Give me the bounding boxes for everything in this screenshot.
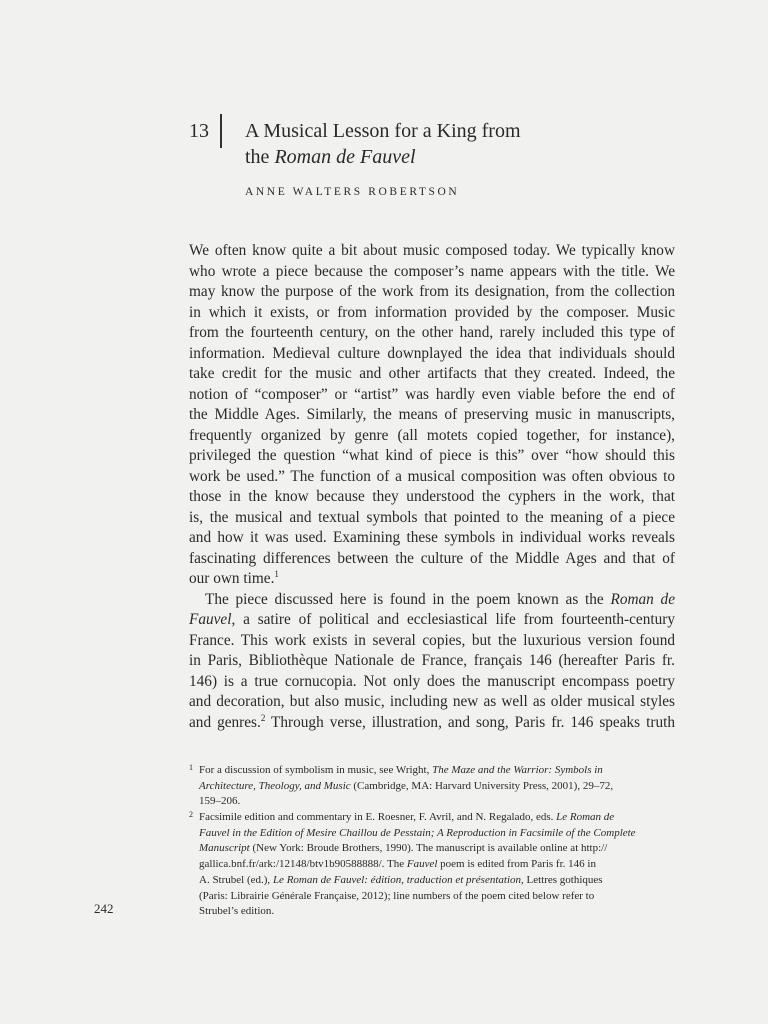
body-line: fascinating differences between the culture of the Middle Ages and that of	[189, 549, 675, 567]
footnote-text: A. Strubel (ed.),	[199, 873, 273, 886]
footnote-text: , Lettres gothiques	[521, 873, 603, 886]
footnotes	[189, 763, 675, 920]
chapter-number: 13	[189, 120, 209, 142]
body-line: notion of “composer” or “artist” was hardly even viable before the end of	[189, 385, 675, 403]
footnote-italic: Fauvel	[406, 858, 438, 871]
footnote-text: poem is edited from Paris fr. 146 in	[437, 858, 596, 871]
body-text-italic: Fauvel	[189, 611, 232, 628]
body-line: France. This work exists in several copies, but the luxurious version found	[189, 631, 675, 649]
footnote-link-text[interactable]: gallica.bnf.fr/ark:/12148/btv1b90588888/. The	[199, 858, 407, 871]
body-text-run: our own time.	[189, 570, 275, 587]
body-line: may know the purpose of the work from its designation, from the collection	[189, 283, 675, 300]
body-line: who wrote a piece because the composer’s name appears with the title. We	[189, 262, 675, 280]
chapter-divider	[220, 114, 222, 148]
footnote-ref-2[interactable]: 2	[260, 712, 266, 723]
author-name: ANNE WALTERS ROBERTSON	[245, 186, 460, 198]
footnote-ref-1[interactable]: 1	[274, 569, 279, 579]
footnote-line: (Paris: Librairie Générale Française, 2012); line numbers of the poem cited below refer to	[199, 889, 595, 902]
body-line: from the fourteenth century, on the other hand, rarely included this type of	[189, 324, 675, 341]
body-line: privileged the question “what kind of piece is this” over “how should this	[189, 447, 675, 464]
body-text-italic: Roman de	[610, 590, 675, 608]
footnote-line	[189, 841, 675, 857]
footnote-line	[189, 873, 675, 889]
body-line: and decoration, but also music, including new as well as older musical styles	[189, 693, 675, 710]
footnote-line	[189, 779, 675, 795]
footnote-italic: Fauvel in the Edition of Mesire Chaillou de Pesstain; A Reproduction in Facsimile of the Complete	[199, 826, 636, 839]
chapter-title-line-2	[245, 144, 521, 170]
body-line: frequently organized by genre (all motets copied together, for instance),	[189, 426, 675, 444]
body-line: take credit for the music and other artifacts that they created. Indeed, the	[189, 365, 675, 382]
body-text	[189, 241, 675, 733]
footnote-italic: Le Roman de	[556, 811, 615, 824]
chapter-title-italic: Roman de Fauvel	[274, 146, 416, 168]
body-line: work be used.” The function of a musical composition was often obvious to	[189, 467, 675, 485]
body-line: those in the know because they understood the cyphers in the work, that	[189, 488, 675, 505]
body-line: in Paris, Bibliothèque Nationale de France, français 146 (hereafter Paris fr.	[189, 652, 675, 669]
footnote-italic: Le Roman de Fauvel: édition, traduction et présentation	[272, 873, 522, 886]
body-text-run: The piece discussed here is found in the poem known as the	[205, 590, 611, 608]
body-line: the Middle Ages. Similarly, the means of preserving music in manuscripts,	[189, 406, 675, 423]
chapter-title	[245, 118, 521, 170]
body-line	[189, 590, 675, 611]
body-line: information. Medieval culture downplayed the idea that individuals should	[189, 344, 675, 362]
footnote-line	[189, 826, 675, 842]
body-line	[189, 713, 675, 734]
footnote-text: (Cambridge, MA: Harvard University Press, 2001), 29–72,	[350, 779, 614, 792]
footnote-2: 2 Facsimile edition and commentary in E. Roesner, F. Avril, and N. Regalado, eds. Le Roman de	[189, 810, 615, 824]
body-line: and how it was used. Examining these symbols in individual works reveals	[189, 529, 675, 546]
footnote-italic: Manuscript	[199, 842, 250, 855]
footnote-italic: Architecture, Theology, and Music	[199, 779, 351, 792]
body-text-run: , a satire of political and ecclesiastical life from fourteenth-century	[231, 611, 675, 628]
footnote-line	[189, 857, 675, 873]
body-text-run: Through verse, illustration, and song, Paris fr. 146 speaks truth	[265, 713, 675, 731]
footnote-text: For a discussion of symbolism in music, see Wright,	[199, 764, 433, 776]
footnote-1: 1 For a discussion of symbolism in music, see Wright, The Maze and the Warrior: Symbols in	[189, 763, 603, 776]
chapter-title-prefix: the	[245, 146, 275, 168]
chapter-heading	[189, 114, 609, 174]
body-line	[189, 610, 675, 631]
body-line	[189, 569, 675, 590]
page-number: 242	[94, 901, 114, 916]
body-line: 146) is a true cornucopia. Not only does the manuscript encompass poetry	[189, 672, 675, 690]
footnote-line: 159–206.	[199, 795, 241, 808]
body-line: is, the musical and textual symbols that pointed to the meaning of a piece	[189, 508, 675, 526]
body-line: in which it exists, or from information provided by the composer. Music	[189, 303, 675, 321]
footnote-italic: The Maze and the Warrior: Symbols in	[432, 764, 603, 776]
body-line: We often know quite a bit about music composed today. We typically know	[189, 242, 675, 259]
footnote-text: (New York: Broude Brothers, 1990). The manuscript is available online at http://	[249, 842, 608, 855]
chapter-title-line-1: A Musical Lesson for a King from	[245, 120, 521, 142]
footnote-text: Facsimile edition and commentary in E. Roesner, F. Avril, and N. Regalado, eds.	[199, 811, 557, 824]
body-text-run: and genres.	[189, 713, 261, 731]
footnote-line: Strubel’s edition.	[199, 905, 275, 918]
